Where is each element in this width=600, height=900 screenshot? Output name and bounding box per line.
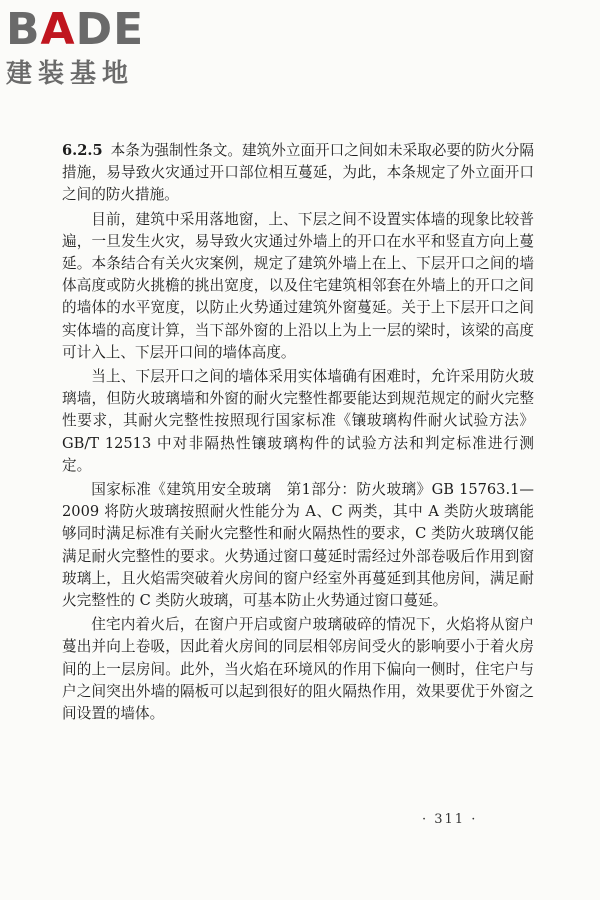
page-number: · 311 ·: [422, 812, 478, 827]
logo-subtitle: 建装基地: [6, 59, 135, 89]
paragraph-1: [62, 140, 534, 207]
paragraph-5: 住宅内着火后，在窗户开启或窗户玻璃破碎的情况下，火焰将从窗户蔓出并向上卷吸，因此着火房间的同层相邻房间受火的影响要小于着火房间的上一层房间。此外，当火焰在环境风的作用下偏向一侧时，住宅户与户之间突出外墙的隔板可以起到很好的阻火隔热作用，效果要优于外窗之间设置的墙体。: [62, 616, 534, 723]
logo-letters-de: DE: [75, 4, 145, 55]
logo-letter-a: A: [40, 4, 76, 55]
paragraph-3: 当上、下层开口之间的墙体采用实体墙确有困难时，允许采用防火玻璃墙，但防火玻璃墙和外窗的耐火完整性都要能达到规范规定的耐火完整性要求，其耐火完整性按照现行国家标准《镶玻璃构件耐火试验方法》GB/T 12513 中对非隔热性镶玻璃构件的试验方法和判定标准进行测定。: [62, 368, 534, 474]
paragraph-1-text: 本条为强制性条文。建筑外立面开口之间如未采取必要的防火分隔措施，易导致火灾通过开口部位相互蔓延，为此，本条规定了外立面开口之间的防火措施。: [62, 142, 534, 204]
paragraph-2: 目前，建筑中采用落地窗，上、下层之间不设置实体墙的现象比较普遍，一旦发生火灾，易导致火灾通过外墙上的开口在水平和竖直方向上蔓延。本条结合有关火灾案例，规定了建筑外墙上在上、下层开口之间的墙体高度或防火挑檐的挑出宽度，以及住宅建筑相邻套在外墙上的开口之间的墙体的水平宽度，以防止火势通过建筑外窗蔓延。关于上下层开口之间实体墙的高度计算，当下部外窗的上沿以上为上一层的梁时，该梁的高度可计入上、下层开口间的墙体高度。: [62, 210, 534, 361]
logo-wordmark: [6, 4, 176, 56]
document-body: [62, 140, 534, 725]
section-number: 6.2.5: [62, 142, 103, 159]
logo-letter-b: B: [6, 4, 41, 55]
logo: [6, 4, 176, 90]
paragraph-4: 国家标准《建筑用安全玻璃 第1部分：防火玻璃》GB 15763.1—2009 将防火玻璃按照耐火性能分为 A、C 两类，其中 A 类防火玻璃能够同时满足标准有关耐火完整性和耐火隔热性的要求，C 类防火玻璃仅能满足耐火完整性的要求。火势通过窗口蔓延时需经过外部卷吸后作用到窗玻璃上，且火焰需突破着火房间的窗户经室外再蔓延到其他房间，满足耐火完整性的 C 类防火玻璃，可基本防止火势通过窗口蔓延。: [62, 481, 534, 610]
